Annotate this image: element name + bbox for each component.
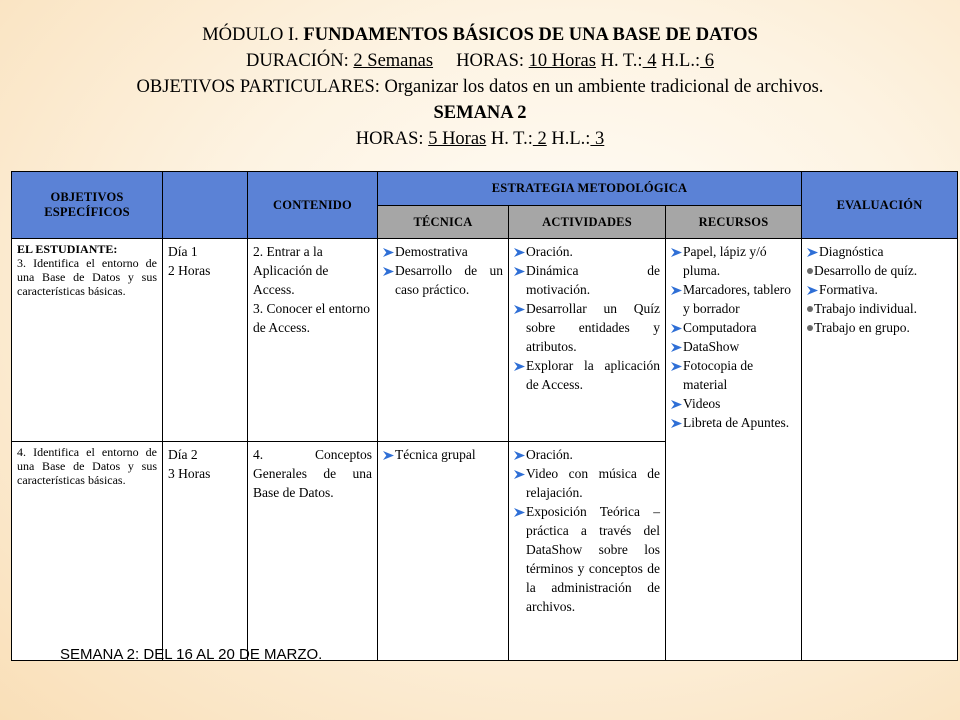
week-hours-line — [0, 126, 960, 152]
ht-label: H. T.: — [595, 51, 643, 71]
duration-line — [0, 48, 960, 74]
table-row — [12, 239, 958, 442]
hours-label: HORAS: — [456, 51, 529, 71]
objectives-line — [0, 74, 960, 100]
list-item: Demostrativa — [383, 242, 503, 261]
header-contenido: CONTENIDO — [248, 172, 378, 239]
arrow-bullet-icon — [807, 248, 818, 257]
evaluacion-cell — [802, 239, 958, 661]
arrow-bullet-icon — [514, 248, 525, 257]
dot-bullet-icon — [807, 268, 813, 274]
row1-content-2: 3. Conocer el entorno de Access. — [253, 301, 370, 335]
row1-tecnica — [378, 239, 509, 442]
module-prefix: MÓDULO I. — [202, 25, 304, 45]
arrow-bullet-icon — [671, 343, 682, 352]
row2-content — [248, 442, 378, 661]
header-objetivos: OBJETIVOS ESPECÍFICOS — [12, 172, 163, 239]
list-item: Diagnóstica — [807, 242, 952, 261]
row2-hours: 3 Horas — [168, 466, 211, 481]
header-estrategia: ESTRATEGIA METODOLÓGICA — [378, 172, 802, 206]
list-item: Papel, lápiz y/ó pluma. — [671, 242, 796, 280]
dot-bullet-icon — [807, 325, 813, 331]
row1-actividades — [509, 239, 666, 442]
row2-obj-text: 4. Identifica el entorno de una Base de Datos y sus características básicas. — [17, 445, 157, 487]
row1-objectives — [12, 239, 163, 442]
arrow-bullet-icon — [671, 362, 682, 371]
list-item: Computadora — [671, 318, 796, 337]
week-dates-footer: SEMANA 2: DEL 16 AL 20 DE MARZO. — [60, 646, 323, 663]
list-item: Videos — [671, 394, 796, 413]
hours-value: 10 Horas — [528, 51, 596, 71]
list-item: Video con música de relajación. — [514, 464, 660, 502]
page-header — [0, 22, 960, 152]
list-item: Formativa. — [807, 280, 952, 299]
list-item: Oración. — [514, 242, 660, 261]
arrow-bullet-icon — [671, 248, 682, 257]
duration-value: 2 Semanas — [353, 51, 434, 71]
list-item: DataShow — [671, 337, 796, 356]
row1-obj-heading: EL ESTUDIANTE: — [17, 242, 118, 256]
arrow-bullet-icon — [383, 248, 394, 257]
row1-content-1: 2. Entrar a la Aplicación de Access. — [253, 244, 329, 297]
list-item: Oración. — [514, 445, 660, 464]
objectives-text: Organizar los datos en un ambiente tradicional de archivos. — [379, 77, 824, 97]
lesson-plan-table — [11, 171, 958, 661]
arrow-bullet-icon — [514, 362, 525, 371]
week-hours-value: 5 Horas — [428, 129, 487, 149]
arrow-bullet-icon — [383, 267, 394, 276]
header-recursos: RECURSOS — [666, 206, 802, 239]
header-day — [163, 172, 248, 239]
row1-content — [248, 239, 378, 442]
hl-value: 6 — [700, 51, 714, 71]
list-item: Desarrollo de un caso práctico. — [383, 261, 503, 299]
module-title: FUNDAMENTOS BÁSICOS DE UNA BASE DE DATOS — [303, 25, 758, 45]
list-item: Trabajo individual. — [807, 299, 952, 318]
list-item: Trabajo en grupo. — [807, 318, 952, 337]
list-item: Técnica grupal — [383, 445, 503, 464]
list-item: Exposición Teórica – práctica a través del DataShow sobre los términos y conceptos de la administración de archivos. — [514, 502, 660, 616]
row2-day: Día 2 — [168, 447, 198, 462]
row1-day: Día 1 — [168, 244, 198, 259]
arrow-bullet-icon — [514, 470, 525, 479]
header-tecnica: TÉCNICA — [378, 206, 509, 239]
week-hl-label: H.L.: — [546, 129, 591, 149]
row2-day-cell — [163, 442, 248, 661]
row2-tecnica — [378, 442, 509, 661]
arrow-bullet-icon — [671, 286, 682, 295]
arrow-bullet-icon — [514, 305, 525, 314]
row2-actividades — [509, 442, 666, 661]
list-item: Libreta de Apuntes. — [671, 413, 796, 432]
row1-hours: 2 Horas — [168, 263, 211, 278]
arrow-bullet-icon — [383, 451, 394, 460]
row1-day-cell — [163, 239, 248, 442]
row1-obj-text: 3. Identifica el entorno de una Base de Datos y sus características básicas. — [17, 256, 157, 298]
module-line — [0, 22, 960, 48]
list-item: Explorar la aplicación de Access. — [514, 356, 660, 394]
arrow-bullet-icon — [514, 508, 525, 517]
week-ht-label: H. T.: — [486, 129, 533, 149]
row2-objectives — [12, 442, 163, 661]
week-hl-value: 3 — [590, 129, 605, 149]
duration-label: DURACIÓN: — [246, 51, 354, 71]
header-evaluacion: EVALUACIÓN — [802, 172, 958, 239]
hl-label: H.L.: — [656, 51, 701, 71]
arrow-bullet-icon — [671, 324, 682, 333]
objectives-label: OBJETIVOS PARTICULARES: — [136, 77, 380, 97]
list-item: Desarrollo de quíz. — [807, 261, 952, 280]
arrow-bullet-icon — [807, 286, 818, 295]
list-item: Dinámica de motivación. — [514, 261, 660, 299]
arrow-bullet-icon — [514, 451, 525, 460]
dot-bullet-icon — [807, 306, 813, 312]
recursos-cell — [666, 239, 802, 661]
list-item: Desarrollar un Quíz sobre entidades y atributos. — [514, 299, 660, 356]
list-item: Marcadores, tablero y borrador — [671, 280, 796, 318]
list-item: Fotocopia de material — [671, 356, 796, 394]
arrow-bullet-icon — [514, 267, 525, 276]
arrow-bullet-icon — [671, 400, 682, 409]
header-actividades: ACTIVIDADES — [509, 206, 666, 239]
week-title: SEMANA 2 — [433, 103, 527, 123]
week-ht-value: 2 — [532, 129, 547, 149]
week-hours-label: HORAS: — [355, 129, 429, 149]
ht-value: 4 — [642, 51, 657, 71]
arrow-bullet-icon — [671, 419, 682, 428]
row2-content-text: 4. Conceptos Generales de una Base de Datos. — [253, 447, 372, 500]
